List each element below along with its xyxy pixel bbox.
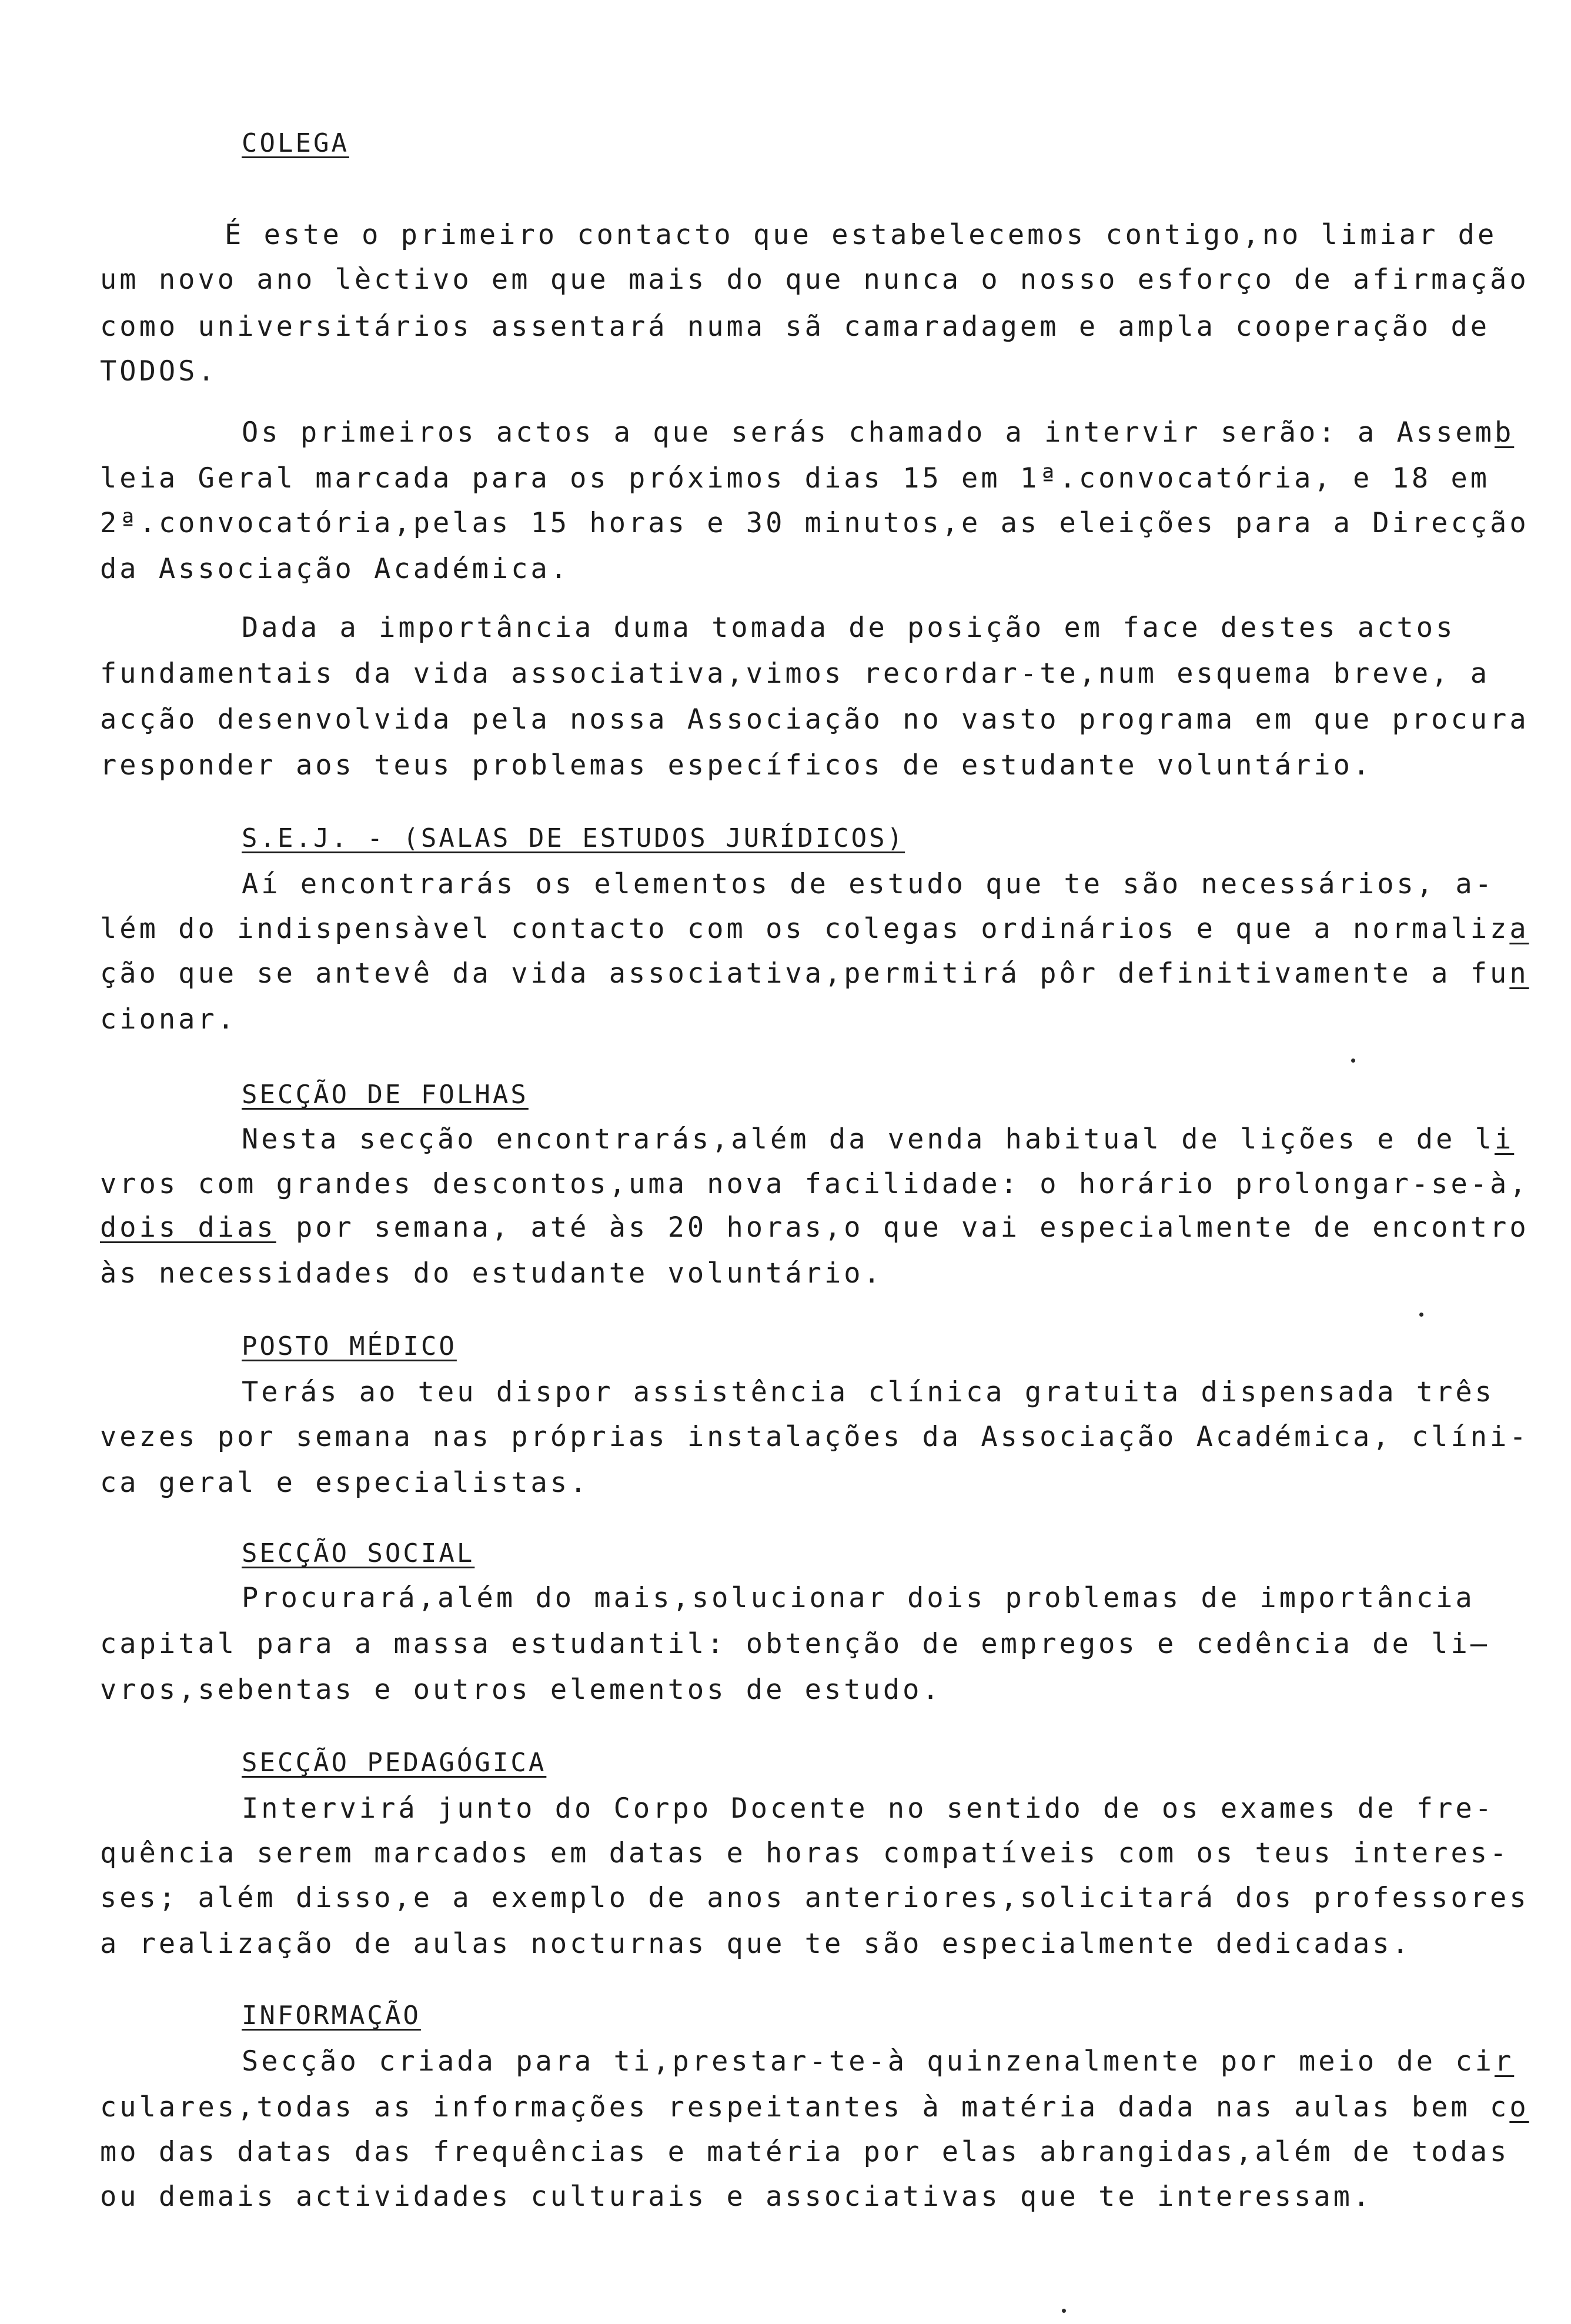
section-line [100, 913, 1529, 945]
intro-line: um novo ano lèctivo em que mais do que nunca o nosso esforço de afirmação [100, 263, 1529, 296]
hyphenation-underline: i [1494, 1123, 1515, 1156]
section-text: Nesta secção encontrarás,além da venda habitual de lições e de l [242, 1123, 1495, 1156]
section-line [242, 2045, 1514, 2078]
paragraph-line: fundamentais da vida associativa,vimos recordar-te,num esquema breve, a [100, 657, 1490, 690]
section-line: mo das datas das frequências e matéria por elas abrangidas,além de todas [100, 2136, 1510, 2168]
section-line: Intervirá junto do Corpo Docente no sentido de os exames de fre- [242, 1792, 1495, 1825]
paragraph-line: da Associação Académica. [100, 553, 570, 585]
paragraph-line [242, 416, 1514, 449]
section-heading-social: SECÇÃO SOCIAL [242, 1538, 475, 1568]
section-text: por semana, até às 20 horas,o que vai especialmente de encontro [276, 1211, 1529, 1244]
hyphenation-underline: o [1509, 2091, 1529, 2123]
section-line [100, 957, 1529, 990]
section-text: culares,todas as informações respeitantes à matéria dada nas aulas bem c [100, 2091, 1510, 2123]
section-line: ca geral e especialistas. [100, 1467, 590, 1499]
section-heading-sej: S.E.J. - (SALAS DE ESTUDOS JURÍDICOS) [242, 823, 905, 853]
paragraph-line: responder aos teus problemas específicos de estudante voluntário. [100, 749, 1373, 782]
section-heading-informacao: INFORMAÇÃO [242, 2001, 421, 2031]
section-line: às necessidades do estudante voluntário. [100, 1257, 883, 1290]
section-line: a realização de aulas nocturnas que te são especialmente dedicadas. [100, 1928, 1412, 1960]
paragraph-line: 2ª.convocatória,pelas 15 horas e 30 minutos,e as eleições para a Direcção [100, 507, 1529, 539]
paragraph-line: Dada a importância duma tomada de posição em face destes actos [242, 612, 1456, 644]
section-text: ção que se antevê da vida associativa,permitirá pôr definitivamente a fu [100, 957, 1510, 990]
section-line: vros com grandes descontos,uma nova facilidade: o horário prolongar-se-à, [100, 1168, 1529, 1200]
paragraph-line: acção desenvolvida pela nossa Associação no vasto programa em que procura [100, 703, 1529, 736]
hyphenation-underline: r [1494, 2045, 1515, 2078]
section-line: Procurará,além do mais,solucionar dois problemas de importância [242, 1582, 1475, 1614]
section-text: lém do indispensàvel contacto com os colegas ordinários e que a normaliz [100, 913, 1510, 945]
section-heading-folhas: SECÇÃO DE FOLHAS [242, 1080, 529, 1110]
document-title: COLEGA [242, 128, 349, 158]
hyphenation-underline: a [1509, 913, 1529, 945]
section-line: Terás ao teu dispor assistência clínica gratuita dispensada três [242, 1376, 1495, 1408]
section-line: cionar. [100, 1003, 238, 1036]
scan-speck [1351, 1059, 1355, 1063]
scan-speck [1062, 2309, 1066, 2313]
intro-line: TODOS. [100, 355, 218, 388]
underlined-phrase: dois dias [100, 1211, 276, 1244]
section-line [100, 1211, 1529, 1244]
section-text: Secção criada para ti,prestar-te-à quinzenalmente por meio de ci [242, 2045, 1495, 2078]
hyphenation-underline: b [1494, 416, 1515, 449]
section-line: capital para a massa estudantil: obtenção de empregos e cedência de li— [100, 1628, 1490, 1660]
paragraph-line: leia Geral marcada para os próximos dias 15 em 1ª.convocatória, e 18 em [100, 462, 1490, 495]
section-line: vros,sebentas e outros elementos de estudo. [100, 1674, 942, 1706]
section-heading-posto-medico: POSTO MÉDICO [242, 1331, 457, 1361]
hyphenation-underline: n [1509, 957, 1529, 990]
section-line: Aí encontrarás os elementos de estudo que te são necessários, a- [242, 868, 1495, 900]
section-line: ou demais actividades culturais e associativas que te interessam. [100, 2181, 1373, 2213]
intro-line: como universitários assentará numa sã camaradagem e ampla cooperação de [100, 310, 1490, 343]
scan-speck [1419, 1313, 1423, 1317]
paragraph-text: Os primeiros actos a que serás chamado a intervir serão: a Assem [242, 416, 1495, 449]
section-line [242, 1123, 1514, 1156]
section-line [100, 2091, 1529, 2123]
section-line: quência serem marcados em datas e horas compatíveis com os teus interes- [100, 1837, 1510, 1869]
section-line: vezes por semana nas próprias instalações da Associação Académica, clíni- [100, 1421, 1529, 1453]
section-heading-pedagogica: SECÇÃO PEDAGÓGICA [242, 1748, 547, 1778]
intro-line: É este o primeiro contacto que estabelecemos contigo,no limiar de [225, 219, 1498, 251]
section-line: ses; além disso,e a exemplo de anos anteriores,solicitará dos professores [100, 1882, 1529, 1914]
